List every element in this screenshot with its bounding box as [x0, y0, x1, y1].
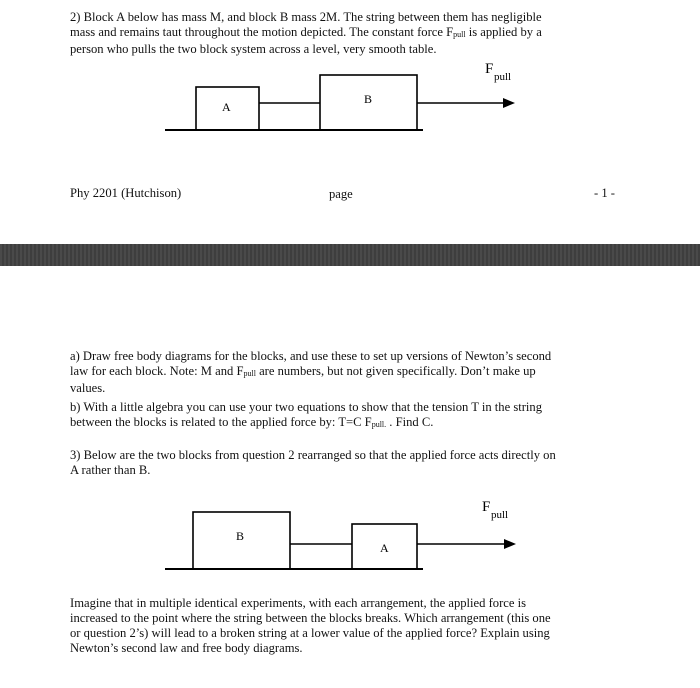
block-b-label: B: [364, 92, 373, 106]
part-a-line-3: values.: [70, 381, 106, 395]
closing-line-3: or question 2’s) will lead to a broken string at a lower value of the applied force? Explain using: [70, 626, 550, 640]
force-label-subscript: pull: [491, 509, 509, 521]
diagram-question-3: [0, 492, 700, 577]
force-label-subscript: pull: [494, 71, 512, 83]
page-separator: [0, 244, 700, 266]
page-top: [0, 0, 700, 244]
part-a-line-1: a) Draw free body diagrams for the blocks, and use these to set up versions of Newton’s second: [70, 349, 552, 363]
block-a-label: A: [222, 100, 231, 114]
closing-line-4: Newton’s second law and free body diagrams.: [70, 641, 303, 655]
force-label: F: [482, 499, 491, 515]
force-arrow-head: [504, 539, 516, 549]
closing-line-1: Imagine that in multiple identical experiments, with each arrangement, the applied force is: [70, 596, 527, 610]
question-2-text: [70, 10, 542, 57]
diagram-question-2: [0, 55, 700, 140]
q3-line-1: 3) Below are the two blocks from question 2 rearranged so that the applied force acts directly on: [70, 448, 556, 462]
q3-line-2: A rather than B.: [70, 463, 151, 477]
part-b-text: [70, 400, 542, 432]
page-bottom: [0, 266, 700, 688]
footer-course: Phy 2201 (Hutchison): [70, 186, 182, 200]
question-3-text: [70, 448, 556, 478]
part-a-text: [70, 349, 551, 396]
force-label: F: [485, 61, 494, 77]
force-arrow-head: [503, 98, 515, 108]
footer-page-number: - 1 -: [594, 186, 615, 200]
part-b-line-2: between the blocks is related to the applied force by: T=C $F_{pull.}$ . Find C.: [70, 415, 434, 429]
closing-question-text: [70, 596, 551, 656]
block-a-label: A: [380, 541, 389, 555]
part-a-pull-subscript: pull: [243, 369, 256, 378]
closing-line-2: increased to the point where the string between the blocks breaks. Which arrangement (this one: [70, 611, 551, 625]
q2-line-3: person who pulls the two block system across a level, very smooth table.: [70, 42, 437, 56]
block-b-label: B: [236, 529, 245, 543]
footer-page-label: page: [329, 187, 353, 201]
q2-pull-subscript: pull: [453, 30, 466, 39]
q2-line-2: mass and remains taut throughout the motion depicted. The constant force $F_{pull}$ is applied by a: [70, 25, 542, 39]
part-b-pull-subscript: pull.: [371, 420, 387, 429]
part-a-line-2: law for each block. Note: M and $F_{pull}$ are numbers, but not given specifically. Don’t make up: [70, 364, 536, 378]
part-b-line-1: b) With a little algebra you can use your two equations to show that the tension T in the string: [70, 400, 543, 414]
q2-line-1: 2) Block A below has mass M, and block B mass 2M. The string between them has negligible: [70, 10, 542, 24]
